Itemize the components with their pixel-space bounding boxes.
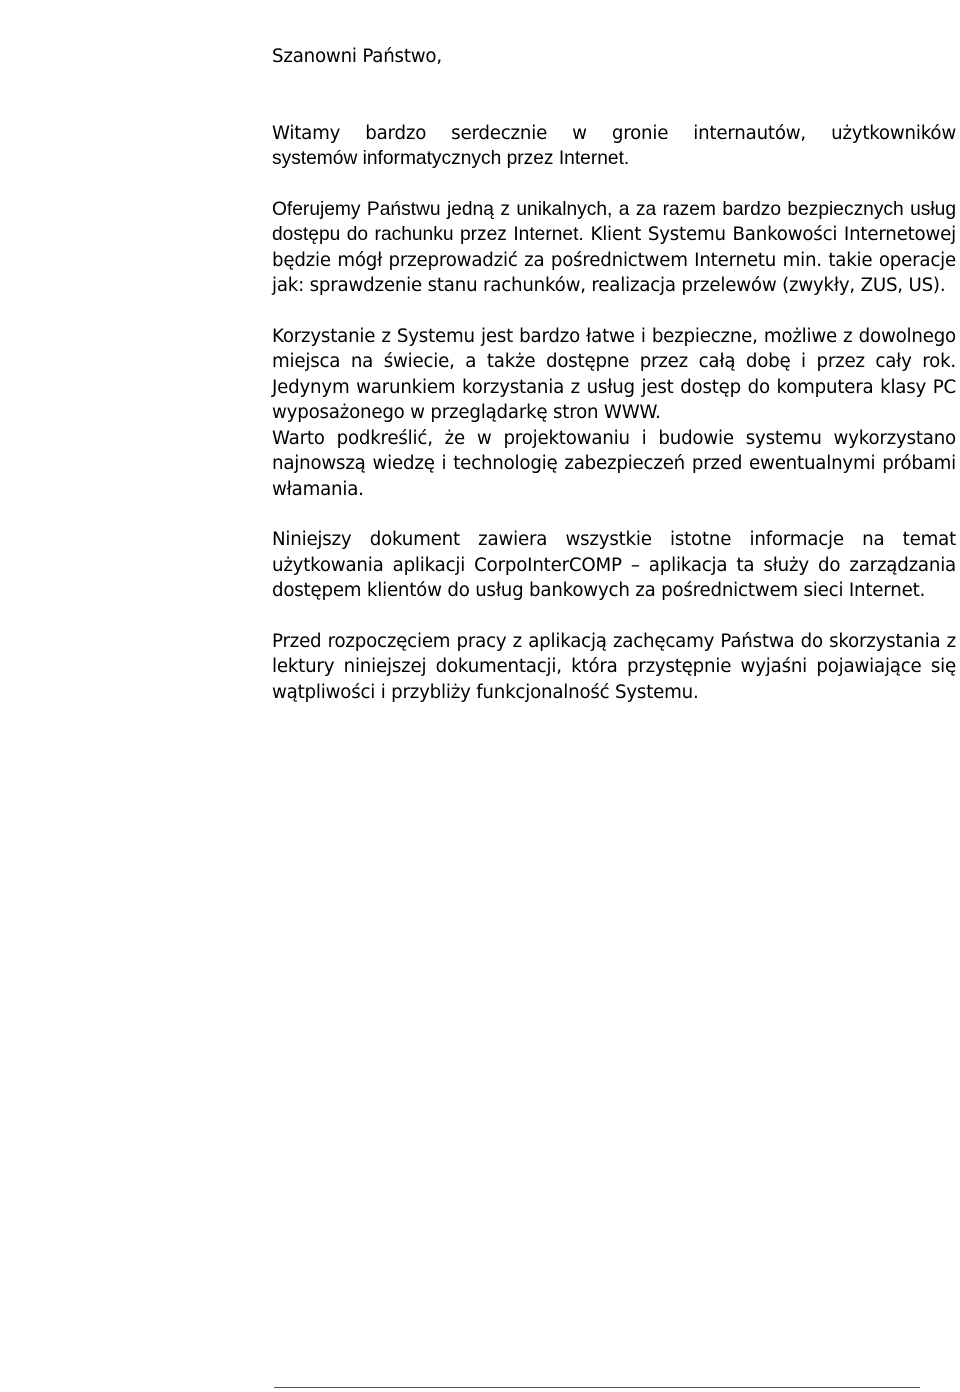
letter-body [272, 44, 956, 705]
offer-details: Klient Systemu Bankowości Internetowej będzie mógł przeprowadzić za pośrednictwem Internetu min. takie operacje jak: sprawdzenie stanu rachunków, realizacja przelewów (zwykły, ZUS, US). [272, 224, 956, 296]
offer-paragraph [272, 197, 956, 299]
usage-paragraph: Korzystanie z Systemu jest bardzo łatwe i bezpieczne, możliwe z dowolnego miejsca na świecie, a także dostępne przez całą dobę i przez cały rok. Jedynym warunkiem korzystania z usług jest dostęp do komputera klasy PC wyposażonego w przeglądarkę stron WWW. [272, 325, 956, 423]
security-paragraph: Warto podkreślić, że w projektowaniu i budowie systemu wykorzystano najnowszą wiedzę i technologię zabezpieczeń przed ewentualnymi próbami włamania. [272, 427, 956, 500]
welcome-line-2: systemów informatycznych przez Internet. [272, 148, 630, 169]
salutation: Szanowni Państwo, [272, 46, 442, 67]
footer-divider [274, 1387, 920, 1388]
welcome-line: Witamy bardzo serdecznie w gronie internautów, użytkowników [272, 122, 956, 144]
document-scope-paragraph: Niniejszy dokument zawiera wszystkie istotne informacje na temat użytkowania aplikacji CorpoInterCOMP – aplikacja ta służy do zarządzania dostępem klientów do usług bankowych za pośrednictwem sieci Internet. [272, 529, 956, 601]
welcome-paragraph [272, 121, 956, 172]
closing-paragraph: Przed rozpoczęciem pracy z aplikacją zachęcamy Państwa do skorzystania z lektury niniejszej dokumentacji, która przystępnie wyjaśni pojawiające się wątpliwości i przybliży funkcjonalność Systemu. [272, 630, 956, 703]
offer-lead: Oferujemy Państwu jedną z unikalnych, a za razem bardzo bezpiecznych usług dostępu do rachunku przez Internet. [272, 198, 956, 245]
